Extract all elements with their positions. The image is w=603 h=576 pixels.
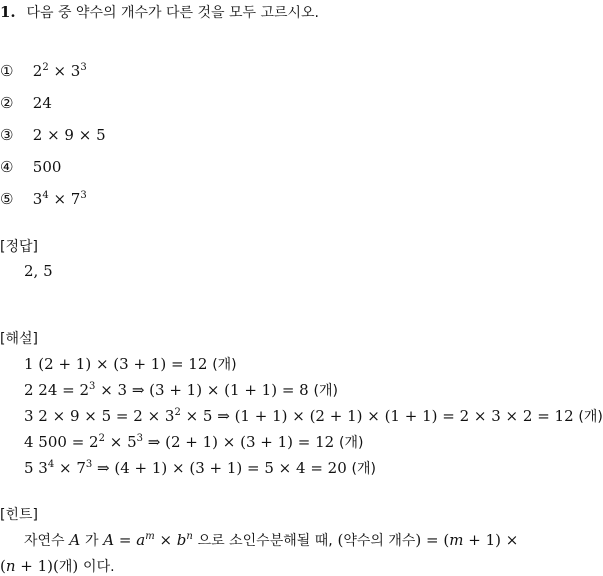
unit-label: (개) (338, 435, 364, 451)
explanation-text: 1 (2 + 1) × (3 + 1) = 12 (24, 355, 208, 373)
option-mark: ④ (0, 158, 14, 176)
explanation-line-3 (24, 406, 603, 426)
answer-label: [정답] (0, 239, 38, 255)
hint-label: [힌트] (0, 507, 38, 523)
option-5[interactable] (0, 190, 87, 208)
option-2[interactable] (0, 94, 52, 112)
unit-label: (개) (351, 461, 376, 477)
unit-label: (개) (313, 383, 338, 399)
explanation-text: 4 $500 = 2^2 \times 5^3$ ⇒ (2 + 1) × (3 + 1) = 12 (24, 433, 335, 451)
hint-line-1: 자연수 A 가 $A = a^m \times b^n$ 으로 소인수분해될 때, (약수의 개수) = (m + 1) × (24, 531, 519, 549)
hint-line-2: (n + 1)(개) 이다. (0, 557, 115, 575)
option-mark: ③ (0, 126, 14, 144)
option-expression: $2^2 \times 3^3$ (32, 62, 87, 80)
option-expression: 24 (32, 94, 52, 112)
explanation-line-2 (24, 380, 338, 400)
question-number: 1. (0, 3, 16, 21)
option-expression: 2 × 9 × 5 (32, 126, 106, 144)
option-mark: ⑤ (0, 190, 14, 208)
question-text: 다음 중 약수의 개수가 다른 것을 모두 고르시오. (26, 5, 320, 21)
explanation-text: 5 $3^4 \times 7^3$ ⇒ (4 + 1) × (3 + 1) = 5 × 4 = 20 (24, 459, 347, 477)
explanation-line-5 (24, 458, 376, 478)
option-expression: $3^4 \times 7^3$ (32, 190, 87, 208)
answer-value: 2, 5 (24, 262, 53, 280)
option-expression: 500 (32, 158, 62, 176)
unit-label: (개) (212, 357, 237, 373)
explanation-line-1 (24, 354, 237, 374)
question (0, 2, 319, 22)
option-mark: ② (0, 94, 14, 112)
explanation-line-4 (24, 432, 363, 452)
explanation-text: 3 $2 \times 9 \times 5 = 2 \times 3^2 \times 5$ ⇒ (1 + 1) × (2 + 1) × (1 + 1) = 2 × 3 × 2 = 12 (24, 407, 574, 425)
option-4[interactable] (0, 158, 61, 176)
option-3[interactable] (0, 126, 106, 144)
unit-label: (개) (578, 409, 603, 425)
option-mark: ① (0, 62, 14, 80)
explanation-text: 2 $24 = 2^3 \times 3$ ⇒ (3 + 1) × (1 + 1) = 8 (24, 381, 309, 399)
option-1[interactable] (0, 62, 87, 80)
explanation-label: [해설] (0, 331, 38, 347)
